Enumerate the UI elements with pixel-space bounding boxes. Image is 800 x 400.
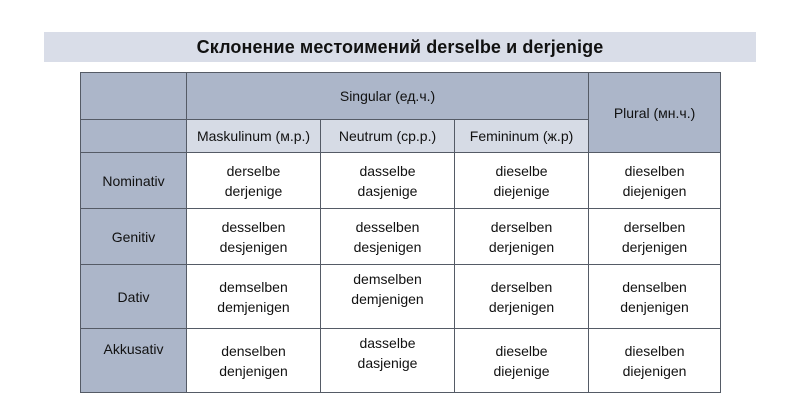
gender-header-masculine: Maskulinum (м.р.) (187, 120, 321, 153)
table-cell: derselben derjenigen (455, 265, 589, 329)
table-cell: demselben demjenigen (187, 265, 321, 329)
table-cell: derselben derjenigen (455, 209, 589, 265)
table-cell: dasselbe dasjenige (321, 153, 455, 209)
declension-table (80, 72, 721, 393)
table-cell: dieselben diejenigen (589, 153, 721, 209)
table-cell: dieselben diejenigen (589, 329, 721, 393)
table-cell: denselben denjenigen (589, 265, 721, 329)
case-label: Genitiv (81, 209, 187, 265)
table-cell: dasselbe dasjenige (321, 329, 455, 393)
table-cell: derselben derjenigen (589, 209, 721, 265)
table-row (81, 265, 721, 329)
case-label: Dativ (81, 265, 187, 329)
table-row (81, 329, 721, 393)
header-row-1 (81, 73, 721, 120)
table-cell: denselben denjenigen (187, 329, 321, 393)
table-cell: dieselbe diejenige (455, 329, 589, 393)
singular-header: Singular (ед.ч.) (187, 73, 589, 120)
title-bar (44, 32, 756, 62)
plural-header: Plural (мн.ч.) (589, 73, 721, 153)
gender-header-neuter: Neutrum (ср.р.) (321, 120, 455, 153)
gender-header-feminine: Femininum (ж.р) (455, 120, 589, 153)
corner-cell (81, 73, 187, 120)
table-cell: desselben desjenigen (321, 209, 455, 265)
page-title: Склонение местоимений derselbe и derjenige (196, 36, 604, 57)
case-label: Akkusativ (81, 329, 187, 393)
table-row (81, 153, 721, 209)
case-label: Nominativ (81, 153, 187, 209)
corner-cell-lower (81, 120, 187, 153)
table-cell: desselben desjenigen (187, 209, 321, 265)
table-cell: demselben demjenigen (321, 265, 455, 329)
table-cell: derselbe derjenige (187, 153, 321, 209)
table-cell: dieselbe diejenige (455, 153, 589, 209)
table-row (81, 209, 721, 265)
